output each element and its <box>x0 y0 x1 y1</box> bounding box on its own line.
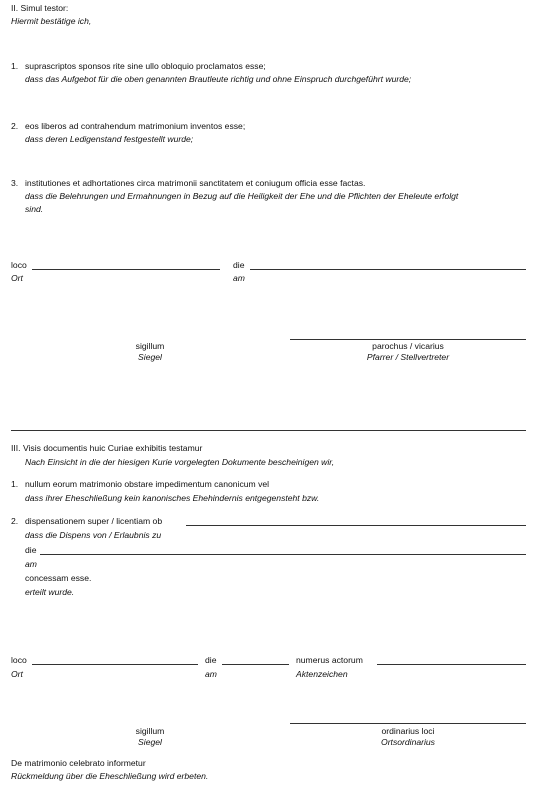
item-number: 2. <box>11 121 19 131</box>
seal-label-de: Siegel <box>138 737 162 747</box>
seal-label: sigillum <box>135 341 165 351</box>
footer-note-de: Rückmeldung über die Eheschließung wird erbeten. <box>11 771 209 781</box>
date-label-de: am <box>233 273 245 283</box>
date-label: die <box>205 655 217 665</box>
date-field[interactable] <box>250 269 526 270</box>
date-label: die <box>233 260 245 270</box>
file-number-field[interactable] <box>377 664 526 665</box>
item-german-text: dass das Aufgebot für die oben genannten Brautleute richtig und ohne Einspruch durchgeführt wurde; <box>25 74 412 84</box>
seal-label: sigillum <box>135 726 165 736</box>
dispensation-date-field[interactable] <box>40 554 526 555</box>
item-latin-text: suprascriptos sponsos rite sine ullo obloquio proclamatos esse; <box>25 61 266 71</box>
place-label: loco <box>11 655 27 665</box>
place-field[interactable] <box>32 664 198 665</box>
concessam-text: concessam esse. <box>25 573 92 583</box>
item-german-text: dass die Dispens von / Erlaubnis zu <box>25 530 162 540</box>
ordinary-label-de: Ortsordinarius <box>381 737 435 747</box>
item-number: 1. <box>11 479 19 489</box>
dispensation-date-label-de: am <box>25 559 37 569</box>
section2-heading-de: Hiermit bestätige ich, <box>11 16 92 26</box>
pastor-signature-line[interactable] <box>290 339 526 340</box>
place-label: loco <box>11 260 27 270</box>
dispensation-field[interactable] <box>186 525 526 526</box>
item-number: 1. <box>11 61 19 71</box>
item-number: 3. <box>11 178 19 188</box>
file-number-label: numerus actorum <box>296 655 363 665</box>
date-field[interactable] <box>222 664 289 665</box>
pastor-label-de: Pfarrer / Stellvertreter <box>366 352 450 362</box>
item-latin-text: nullum eorum matrimonio obstare impedimentum canonicum vel <box>25 479 270 489</box>
section3-heading-de: Nach Einsicht in die der hiesigen Kurie vorgelegten Dokumente bescheinigen wir, <box>25 457 335 467</box>
item-number: 2. <box>11 516 19 526</box>
section-divider <box>11 430 526 431</box>
item-german-text: dass deren Ledigenstand festgestellt wurde; <box>25 134 194 144</box>
dispensation-date-label: die <box>25 545 37 555</box>
item-latin-text: eos liberos ad contrahendum matrimonium inventos esse; <box>25 121 246 131</box>
ordinary-label: ordinarius loci <box>381 726 435 736</box>
footer-note: De matrimonio celebrato informetur <box>11 758 146 768</box>
pastor-label: parochus / vicarius <box>372 341 444 351</box>
ordinary-signature-line[interactable] <box>290 723 526 724</box>
seal-label-de: Siegel <box>138 352 162 362</box>
item-german-text: dass ihrer Eheschließung kein kanonisches Ehehindernis entgegensteht bzw. <box>25 493 320 503</box>
place-label-de: Ort <box>11 669 23 679</box>
section2-heading: II. Simul testor: <box>11 3 69 13</box>
date-label-de: am <box>205 669 217 679</box>
place-label-de: Ort <box>11 273 23 283</box>
item-german-text-continued: sind. <box>25 204 44 214</box>
erteilt-text: erteilt wurde. <box>25 587 75 597</box>
section3-heading: III. Visis documentis huic Curiae exhibitis testamur <box>11 443 203 453</box>
place-field[interactable] <box>32 269 220 270</box>
item-latin-text: institutiones et adhortationes circa matrimonii sanctitatem et coniugum officia esse factas. <box>25 178 366 188</box>
file-number-label-de: Aktenzeichen <box>296 669 348 679</box>
item-latin-text: dispensationem super / licentiam ob <box>25 516 163 526</box>
item-german-text: dass die Belehrungen und Ermahnungen in Bezug auf die Heiligkeit der Ehe und die Pflichten der Eheleute erfolgt <box>25 191 459 201</box>
